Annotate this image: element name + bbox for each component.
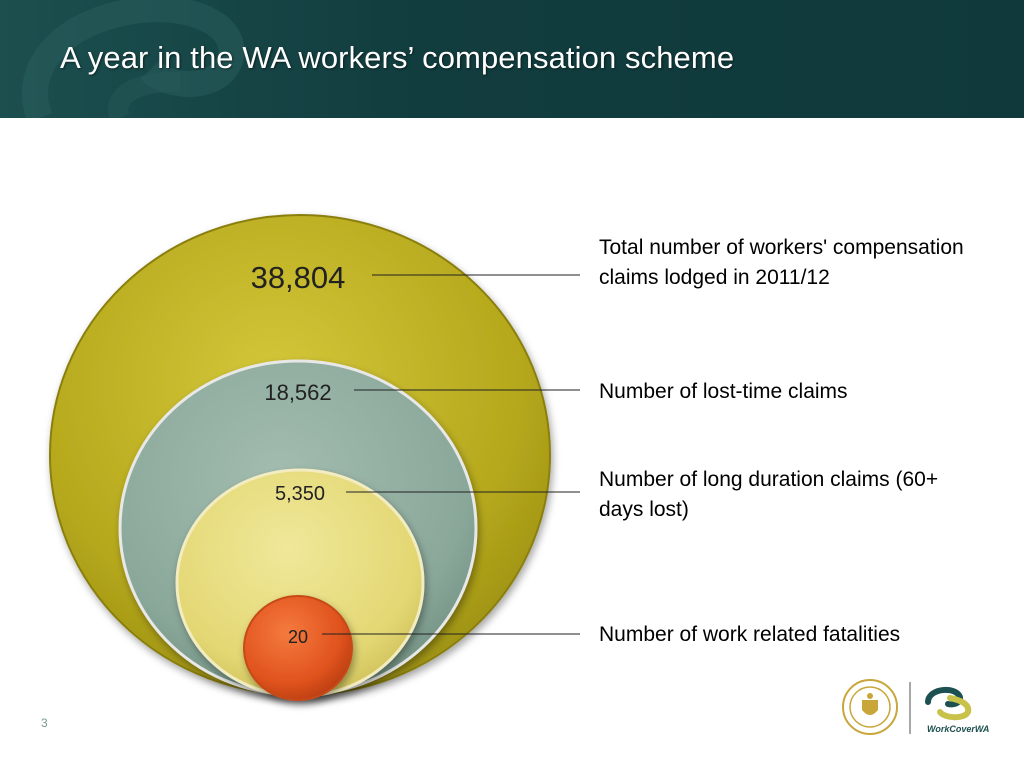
value-long-duration-claims: 5,350 — [274, 483, 326, 505]
label-long-duration-claims: Number of long duration claims (60+ days lost) — [599, 468, 939, 521]
page-number: 3 — [41, 716, 48, 730]
label-lost-time-claims: Number of lost-time claims — [599, 380, 848, 403]
government-crest-icon — [843, 680, 897, 734]
slide-title: A year in the WA workers’ compensation scheme — [60, 40, 735, 75]
footer-logos — [840, 676, 990, 738]
value-total-claims: 38,804 — [250, 260, 346, 295]
circle-fatalities — [244, 596, 352, 700]
label-total-claims: Total number of workers' compensation claims lodged in 2011/12 — [599, 236, 964, 289]
value-lost-time-claims: 18,562 — [264, 380, 332, 405]
workcover-logo-text: WorkCoverWA — [927, 724, 990, 734]
label-fatalities: Number of work related fatalities — [599, 623, 901, 646]
workcover-logo-icon — [927, 690, 989, 734]
value-fatalities: 20 — [287, 627, 309, 647]
